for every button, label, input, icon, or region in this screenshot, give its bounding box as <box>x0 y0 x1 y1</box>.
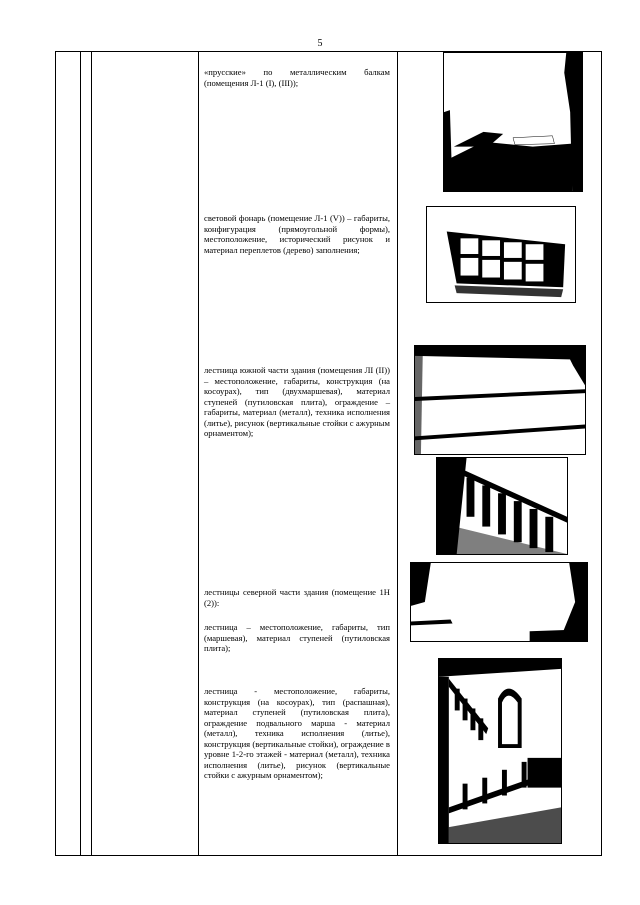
column-divider <box>91 52 92 855</box>
row-text-roof: «прусские» по металлическим балкам (помещения Л-1 (I), (III)); <box>204 67 390 88</box>
row-text-north-stairs: лестницы северной части здания (помещение 1Н (2)): <box>204 587 390 608</box>
row-text-south-stair: лестница южной части здания (помещения ЛI (II)) – местоположение, габариты, конструкция (на косоурах), тип (двухмаршевая), материал ступеней (путиловская плита), ограждение – габариты, материал (металл), техника исполнения (литье), рисунок (вертикальные стойки с ажурным орнаментом); <box>204 365 390 438</box>
row-text-skylight: световой фонарь (помещение Л-1 (V)) – габариты, конфигурация (прямоугольной формы), местоположение, исторический рисунок и материал переплетов (дерево) заполнения; <box>204 213 390 255</box>
south-stair-railing-photo <box>436 457 568 555</box>
row-text-north-stair-a: лестница – местоположение, габариты, тип (маршевая), материал ступеней (путиловская плита); <box>204 622 390 653</box>
objects-table <box>55 51 602 856</box>
north-stair-railing-photo <box>438 658 562 844</box>
ceiling-photo <box>443 52 583 192</box>
row-text-north-stair-b: лестница - местоположение, габариты, конструкция (на косоурах), тип (распашная), материал ступеней (путиловская плита), ограждение подвального марша - материал (металл), техника исполнения (литье), конструкция (вертикальные стойки), ограждение в уровне 1-2-го этажей - материал (металл), техника исполнения (литье), рисунок (вертикальные стойки с ажурным орнаментом); <box>204 686 390 780</box>
column-divider <box>198 52 199 855</box>
skylight-photo <box>426 206 576 303</box>
north-stair-photo <box>410 562 588 642</box>
column-divider <box>397 52 398 855</box>
column-divider <box>80 52 81 855</box>
page-number: 5 <box>317 38 323 49</box>
south-stair-ceiling-photo <box>414 345 586 455</box>
